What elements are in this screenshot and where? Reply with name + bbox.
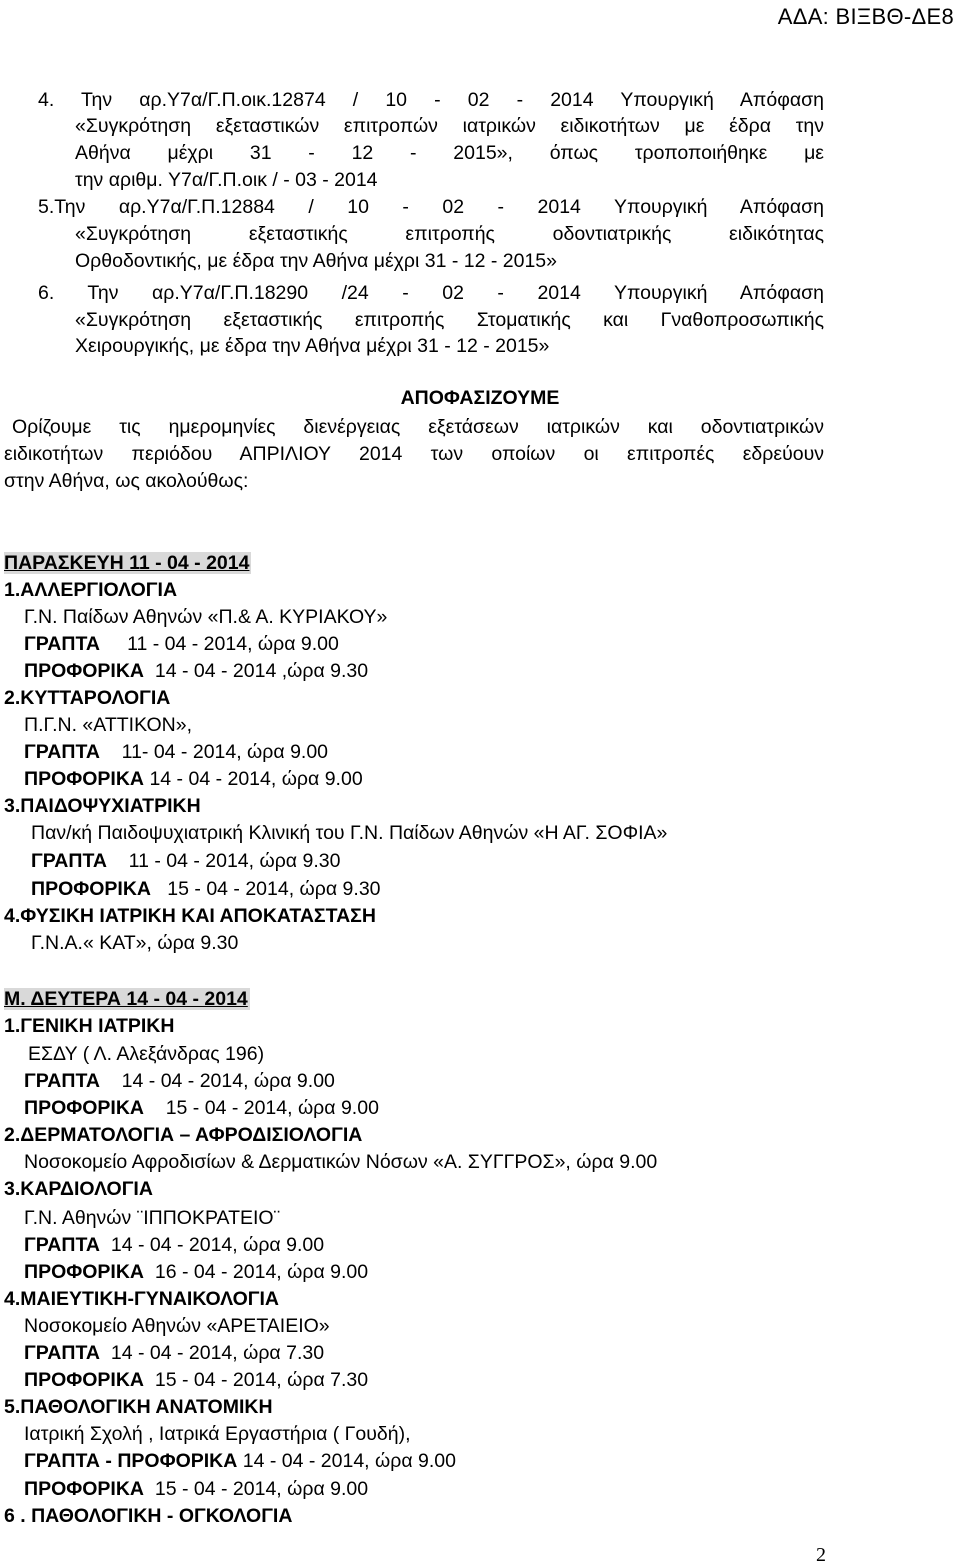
day2-section3-oral: ΠΡΟΦΟΡΙΚΑ 16 - 04 - 2014, ώρα 9.00: [24, 1261, 369, 1283]
day1-section3-oral: ΠΡΟΦΟΡΙΚΑ 15 - 04 - 2014, ώρα 9.30: [31, 878, 381, 900]
day1-section1-location: Γ.Ν. Παίδων Αθηνών «Π.& Α. ΚΥΡΙΑΚΟΥ»: [24, 606, 388, 628]
day2-section5-location: Ιατρική Σχολή , Ιατρικά Εργαστήρια ( Γουδή),: [24, 1423, 411, 1445]
day1-section2-location: Π.Γ.Ν. «ΑΤΤΙΚΟΝ»,: [24, 714, 192, 736]
page-number: 2: [816, 1544, 826, 1566]
decision-para-line2: ειδικοτήτων περιόδου ΑΠΡΙΛΙΟΥ 2014 των οποίων οι επιτροπές εδρεύουν: [4, 443, 824, 465]
day2-section5-title: 5.ΠΑΘΟΛΟΓΙΚΗ ΑΝΑΤΟΜΙΚΗ: [4, 1396, 273, 1418]
ref5-line1: 5.Την αρ.Υ7α/Γ.Π.12884 / 10 - 02 - 2014 Υπουργική Απόφαση: [38, 196, 824, 218]
ref4-line3: Αθήνα μέχρι 31 - 12 - 2015», όπως τροποποιήθηκε με: [75, 142, 824, 164]
day2-section1-oral: ΠΡΟΦΟΡΙΚΑ 15 - 04 - 2014, ώρα 9.00: [24, 1097, 379, 1119]
day2-section5-oral: ΠΡΟΦΟΡΙΚΑ 15 - 04 - 2014, ώρα 9.00: [24, 1478, 369, 1500]
ref4-line4: την αριθμ. Υ7α/Γ.Π.οικ / - 03 - 2014: [75, 169, 378, 191]
day1-section2-oral: ΠΡΟΦΟΡΙΚΑ 14 - 04 - 2014, ώρα 9.00: [24, 768, 363, 790]
day1-section3-written: ΓΡΑΠΤΑ 11 - 04 - 2014, ώρα 9.30: [31, 850, 341, 872]
day1-section3-title: 3.ΠΑΙΔΟΨΥΧΙΑΤΡΙΚΗ: [4, 795, 201, 817]
day1-header: ΠΑΡΑΣΚΕΥΗ 11 - 04 - 2014: [4, 552, 250, 574]
day1-section1-written: ΓΡΑΠΤΑ 11 - 04 - 2014, ώρα 9.00: [24, 633, 339, 655]
ada-code: ΑΔΑ: ΒΙΞΒΘ-ΔΕ8: [777, 4, 954, 29]
day2-section5-written-oral: ΓΡΑΠΤΑ - ΠΡΟΦΟΡΙΚΑ 14 - 04 - 2014, ώρα 9.00: [24, 1450, 456, 1472]
day2-section3-location: Γ.Ν. Αθηνών ¨ΙΠΠΟΚΡΑΤΕΙΟ¨: [24, 1207, 281, 1229]
day2-section1-title: 1.ΓΕΝΙΚΗ ΙΑΤΡΙΚΗ: [4, 1015, 175, 1037]
ref4-line1: 4. Την αρ.Υ7α/Γ.Π.οικ.12874 / 10 - 02 - 2014 Υπουργική Απόφαση: [38, 89, 824, 111]
day2-section1-written: ΓΡΑΠΤΑ 14 - 04 - 2014, ώρα 9.00: [24, 1070, 335, 1092]
day2-section4-title: 4.ΜΑΙΕΥΤΙΚΗ-ΓΥΝΑΙΚΟΛΟΓΙΑ: [4, 1288, 280, 1310]
day1-section2-written: ΓΡΑΠΤΑ 11- 04 - 2014, ώρα 9.00: [24, 741, 329, 763]
ref6-line2: «Συγκρότηση εξεταστικής επιτροπής Στοματικής και Γναθοπροσωπικής: [75, 309, 824, 331]
ref5-line2: «Συγκρότηση εξεταστικής επιτροπής οδοντιατρικής ειδικότητας: [75, 223, 824, 245]
day1-section1-title: 1.ΑΛΛΕΡΓΙΟΛΟΓΙΑ: [4, 579, 178, 601]
day1-section1-oral: ΠΡΟΦΟΡΙΚΑ 14 - 04 - 2014 ,ώρα 9.30: [24, 660, 369, 682]
day2-section4-written: ΓΡΑΠΤΑ 14 - 04 - 2014, ώρα 7.30: [24, 1342, 325, 1364]
ref4-line2: «Συγκρότηση εξεταστικών επιτροπών ιατρικών ειδικοτήτων με έδρα την: [75, 115, 824, 137]
day1-section4-location: Γ.Ν.Α.« ΚΑΤ», ώρα 9.30: [31, 932, 239, 954]
day2-section2-title: 2.ΔΕΡΜΑΤΟΛΟΓΙΑ – ΑΦΡΟΔΙΣΙΟΛΟΓΙΑ: [4, 1124, 363, 1146]
ref5-line3: Ορθοδοντικής, με έδρα την Αθήνα μέχρι 31 - 12 - 2015»: [75, 250, 557, 272]
day2-section1-location: ΕΣΔΥ ( Λ. Αλεξάνδρας 196): [28, 1043, 265, 1065]
ref6-line3: Χειρουργικής, με έδρα την Αθήνα μέχρι 31 - 12 - 2015»: [75, 335, 550, 357]
day2-section2-location: Νοσοκομείο Αφροδισίων & Δερματικών Νόσων «Α. ΣΥΓΓΡΟΣ», ώρα 9.00: [24, 1151, 658, 1173]
day2-section6-title: 6 . ΠΑΘΟΛΟΓΙΚΗ - ΟΓΚΟΛΟΓΙΑ: [4, 1505, 293, 1527]
day1-section4-title: 4.ΦΥΣΙΚΗ ΙΑΤΡΙΚΗ ΚΑΙ ΑΠΟΚΑΤΑΣΤΑΣΗ: [4, 905, 376, 927]
day2-section4-location: Νοσοκομείο Αθηνών «ΑΡΕΤΑΙΕΙΟ»: [24, 1315, 330, 1337]
day2-section3-written: ΓΡΑΠΤΑ 14 - 04 - 2014, ώρα 9.00: [24, 1234, 325, 1256]
decision-para-line3: στην Αθήνα, ως ακολούθως:: [4, 470, 249, 492]
day1-section2-title: 2.ΚΥΤΤΑΡΟΛΟΓΙΑ: [4, 687, 171, 709]
day2-header: Μ. ΔΕΥΤΕΡΑ 14 - 04 - 2014: [4, 988, 248, 1010]
ref6-line1: 6. Την αρ.Υ7α/Γ.Π.18290 /24 - 02 - 2014 Υπουργική Απόφαση: [38, 282, 824, 304]
decision-para-line1: Ορίζουμε τις ημερομηνίες διενέργειας εξετάσεων ιατρικών και οδοντιατρικών: [12, 416, 824, 438]
day1-section3-location: Παν/κή Παιδοψυχιατρική Κλινική του Γ.Ν. Παίδων Αθηνών «Η ΑΓ. ΣΟΦΙΑ»: [31, 822, 668, 844]
day2-section4-oral: ΠΡΟΦΟΡΙΚΑ 15 - 04 - 2014, ώρα 7.30: [24, 1369, 369, 1391]
day2-section3-title: 3.ΚΑΡΔΙΟΛΟΓΙΑ: [4, 1178, 153, 1200]
decision-title: ΑΠΟΦΑΣΙΖΟΥΜΕ: [400, 387, 560, 409]
